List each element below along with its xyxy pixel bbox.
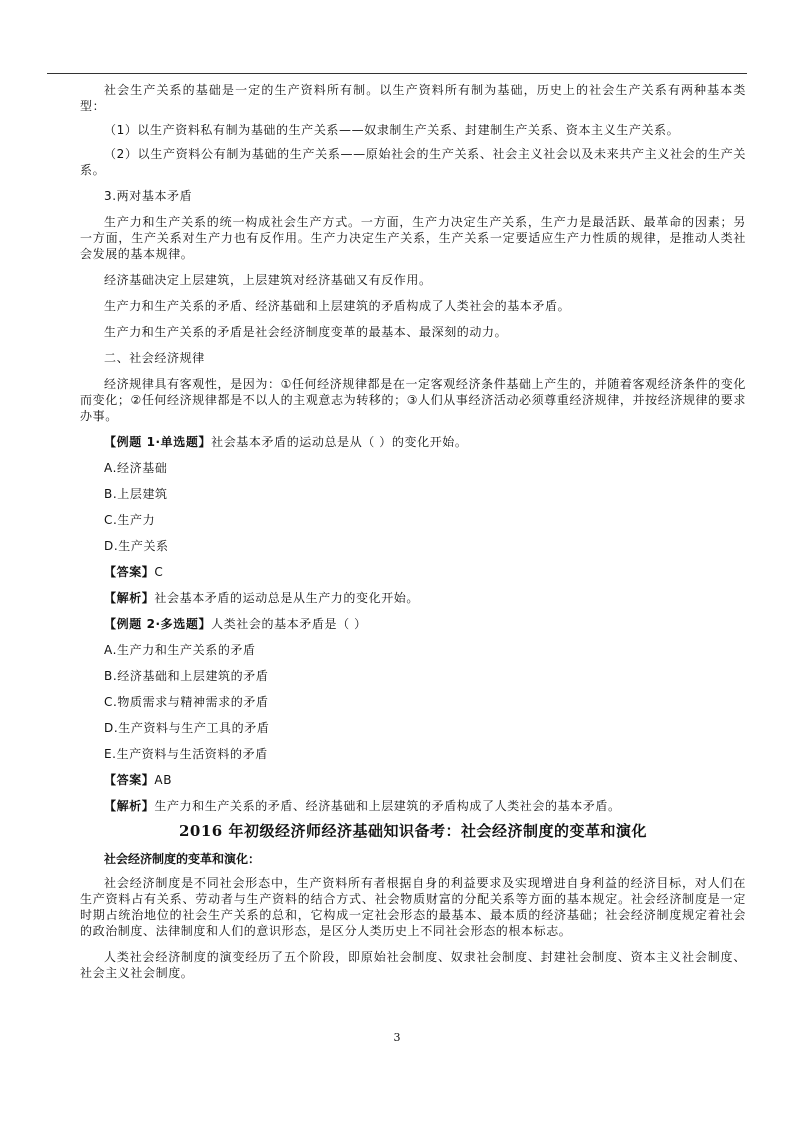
example1-answer-value: C — [154, 565, 164, 579]
header-rule — [47, 73, 747, 74]
example1-question-label: 【例题 1·单选题】 — [104, 435, 212, 449]
example1-option-b: B.上层建筑 — [104, 487, 168, 501]
section-paragraph-2: 人类社会经济制度的演变经历了五个阶段，即原始社会制度、奴隶社会制度、封建社会制度、资本主义社会制度、社会主义社会制度。 — [80, 950, 746, 980]
example1-option-c: C.生产力 — [104, 513, 156, 527]
example2-analysis-text: 生产力和生产关系的矛盾、经济基础和上层建筑的矛盾构成了人类社会的基本矛盾。 — [154, 799, 621, 813]
example2-analysis — [80, 798, 746, 818]
example1-analysis — [80, 590, 746, 616]
example2-answer — [80, 772, 746, 798]
example1-question — [80, 434, 746, 460]
example1-question-text: 社会基本矛盾的运动总是从（ ）的变化开始。 — [211, 435, 468, 449]
example1-option-d: D.生产关系 — [104, 539, 169, 553]
page-body — [80, 82, 746, 989]
example2-question-label: 【例题 2·多选题】 — [104, 617, 212, 631]
example2-option-e: E.生产资料与生活资料的矛盾 — [104, 747, 268, 761]
example2-answer-value: AB — [154, 773, 173, 787]
example2-option-b: B.经济基础和上层建筑的矛盾 — [104, 669, 269, 683]
intro-paragraph: 社会生产关系的基础是一定的生产资料所有制。以生产资料所有制为基础，历史上的社会生产关系有两种基本类型： — [80, 83, 746, 113]
example1-analysis-label: 【解析】 — [104, 591, 155, 605]
intro-item-1: （1）以生产资料私有制为基础的生产关系——奴隶制生产关系、封建制生产关系、资本主义生产关系。 — [104, 123, 680, 137]
contradiction-paragraph-4: 生产力和生产关系的矛盾是社会经济制度变革的最基本、最深刻的动力。 — [104, 325, 508, 339]
section-subheading: 社会经济制度的变革和演化： — [104, 852, 261, 866]
section-title: 2016 年初级经济师经济基础知识备考：社会经济制度的变革和演化 — [179, 822, 647, 840]
example1-option-a: A.经济基础 — [104, 461, 168, 475]
example2-question-text: 人类社会的基本矛盾是（ ） — [211, 617, 367, 631]
example2-option-c: C.物质需求与精神需求的矛盾 — [104, 695, 269, 709]
example2-answer-label: 【答案】 — [104, 773, 155, 787]
law-heading: 二、社会经济规律 — [104, 351, 205, 365]
example2-question — [80, 616, 746, 642]
contradiction-paragraph-1: 生产力和生产关系的统一构成社会生产方式。一方面，生产力决定生产关系，生产力是最活跃、最革命的因素；另一方面，生产关系对生产力也有反作用。生产力决定生产关系，生产关系一定要适应生产力性质的规律，是推动人类社会发展的基本规律。 — [80, 215, 746, 261]
law-paragraph: 经济规律具有客观性，是因为：①任何经济规律都是在一定客观经济条件基础上产生的，并随着客观经济条件的变化而变化；②任何经济规律都是不以人的主观意志为转移的；③人们从事经济活动必须尊重经济规律，并按经济规律的要求办事。 — [80, 377, 746, 423]
page-number: 3 — [393, 1031, 401, 1044]
example1-answer-label: 【答案】 — [104, 565, 155, 579]
contradiction-paragraph-2: 经济基础决定上层建筑，上层建筑对经济基础又有反作用。 — [104, 273, 432, 287]
example2-option-d: D.生产资料与生产工具的矛盾 — [104, 721, 270, 735]
example1-analysis-text: 社会基本矛盾的运动总是从生产力的变化开始。 — [154, 591, 420, 605]
section-paragraph-1: 社会经济制度是不同社会形态中，生产资料所有者根据自身的利益要求及实现增进自身利益的经济目标，对人们在生产资料占有关系、劳动者与生产资料的结合方式、社会物质财富的分配关系等方面的基本规定。社会经济制度是一定时期占统治地位的社会生产关系的总和，它构成一定社会形态的最基本、最本质的经济基础；社会经济制度规定着社会的政治制度、法律制度和人们的意识形态，是区分人类历史上不同社会形态的根本标志。 — [80, 876, 746, 938]
example2-analysis-label: 【解析】 — [104, 799, 155, 813]
example1-answer — [80, 564, 746, 590]
contradiction-paragraph-3: 生产力和生产关系的矛盾、经济基础和上层建筑的矛盾构成了人类社会的基本矛盾。 — [104, 299, 571, 313]
intro-item-2: （2）以生产资料公有制为基础的生产关系——原始社会的生产关系、社会主义社会以及未来共产主义社会的生产关系。 — [80, 147, 746, 177]
contradiction-heading: 3.两对基本矛盾 — [104, 189, 193, 203]
example2-option-a: A.生产力和生产关系的矛盾 — [104, 643, 256, 657]
